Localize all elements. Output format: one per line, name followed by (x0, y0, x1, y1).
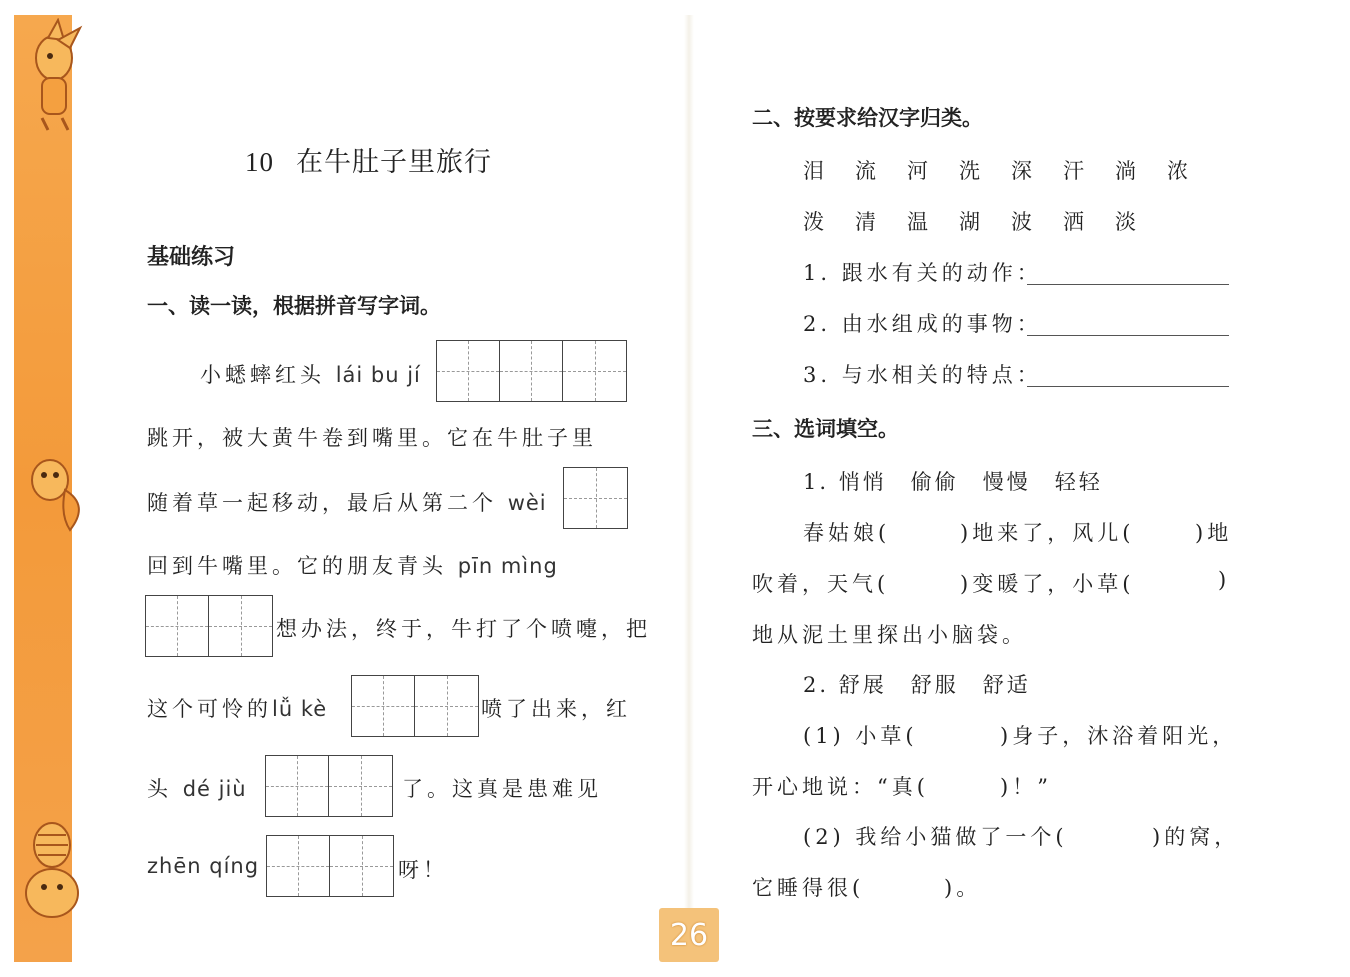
line-7: 头 dé jiù (147, 777, 247, 801)
line-2: 跳开，被大黄牛卷到嘴里。它在牛肚子里 (147, 426, 597, 450)
question-2-title: 二、按要求给汉字归类。 (752, 106, 983, 130)
answer-grid-6[interactable] (266, 835, 394, 897)
q3-s1-g: 地从泥土里探出小脑袋。 (752, 623, 1027, 647)
q3-s3-b: )的窝， (1152, 825, 1240, 849)
q3-s1-a: 春姑娘( (803, 521, 891, 545)
char-row-2: 泼 清 温 湖 波 洒 淡 (803, 210, 1140, 234)
q3-word-list-2: 2. 舒展 舒服 舒适 (803, 673, 1031, 697)
line-5: 想办法，终于，牛打了个喷嚏，把 (276, 617, 651, 641)
q3-s2-b: )身子，沐浴着阳光， (1000, 724, 1238, 748)
squirrel-illustration (20, 445, 90, 535)
q3-s3-a: (2) 我给小猫做了一个( (803, 825, 1068, 849)
q3-s2-a: (1) 小草( (803, 724, 918, 748)
q3-word-list-1: 1. 悄悄 偷偷 慢慢 轻轻 (803, 470, 1103, 494)
q3-s1-d: 吹着，天气( (752, 572, 890, 596)
line-3: 随着草一起移动，最后从第二个 wèi (147, 491, 547, 515)
answer-grid-4[interactable] (351, 675, 479, 737)
q2-item-2: 2. 由水组成的事物： (803, 312, 1042, 336)
section-title: 基础练习 (147, 245, 236, 270)
lesson-title: 10 在牛肚子里旅行 (245, 147, 492, 178)
page-spine (684, 15, 694, 962)
q2-item-1: 1. 跟水有关的动作： (803, 261, 1042, 285)
q3-s1-f: ) (1218, 568, 1231, 592)
answer-grid-5[interactable] (265, 755, 393, 817)
q3-s3-c: 它睡得很( (752, 876, 865, 900)
rabbit-illustration (18, 18, 90, 133)
q3-s1-b: )地来了，风儿( (960, 521, 1135, 545)
answer-grid-3[interactable] (145, 595, 273, 657)
question-3-title: 三、选词填空。 (752, 417, 899, 441)
line-6: 这个可怜的lǚ kè (147, 697, 328, 721)
line-1: 小蟋蟀红头 lái bu jí (200, 363, 421, 387)
q3-s1-c: )地 (1195, 521, 1233, 545)
char-row-1: 泪 流 河 洗 深 汗 淌 浓 (803, 159, 1192, 183)
tiger-illustration (14, 815, 92, 925)
q3-s3-d: )。 (944, 876, 982, 900)
answer-grid-1[interactable] (436, 340, 627, 402)
q2-answer-line-2[interactable] (1027, 335, 1229, 336)
q3-s2-d: )！” (1000, 775, 1052, 799)
q3-s1-e: )变暖了，小草( (960, 572, 1135, 596)
line-4: 回到牛嘴里。它的朋友青头 pīn mìng (147, 554, 558, 578)
line-8-after: 呀！ (398, 858, 448, 882)
q2-answer-line-3[interactable] (1027, 386, 1229, 387)
question-1-title: 一、读一读，根据拼音写字词。 (147, 294, 441, 318)
line-8-pinyin: zhēn qíng (147, 854, 260, 878)
answer-grid-2[interactable] (563, 467, 628, 529)
q2-item-3: 3. 与水相关的特点： (803, 363, 1042, 387)
page-number: 26 (659, 908, 719, 962)
q2-answer-line-1[interactable] (1027, 284, 1229, 285)
line-7-after: 了。这真是患难见 (402, 777, 602, 801)
line-6-after: 喷了出来，红 (481, 697, 631, 721)
q3-s2-c: 开心地说：“真( (752, 775, 929, 799)
